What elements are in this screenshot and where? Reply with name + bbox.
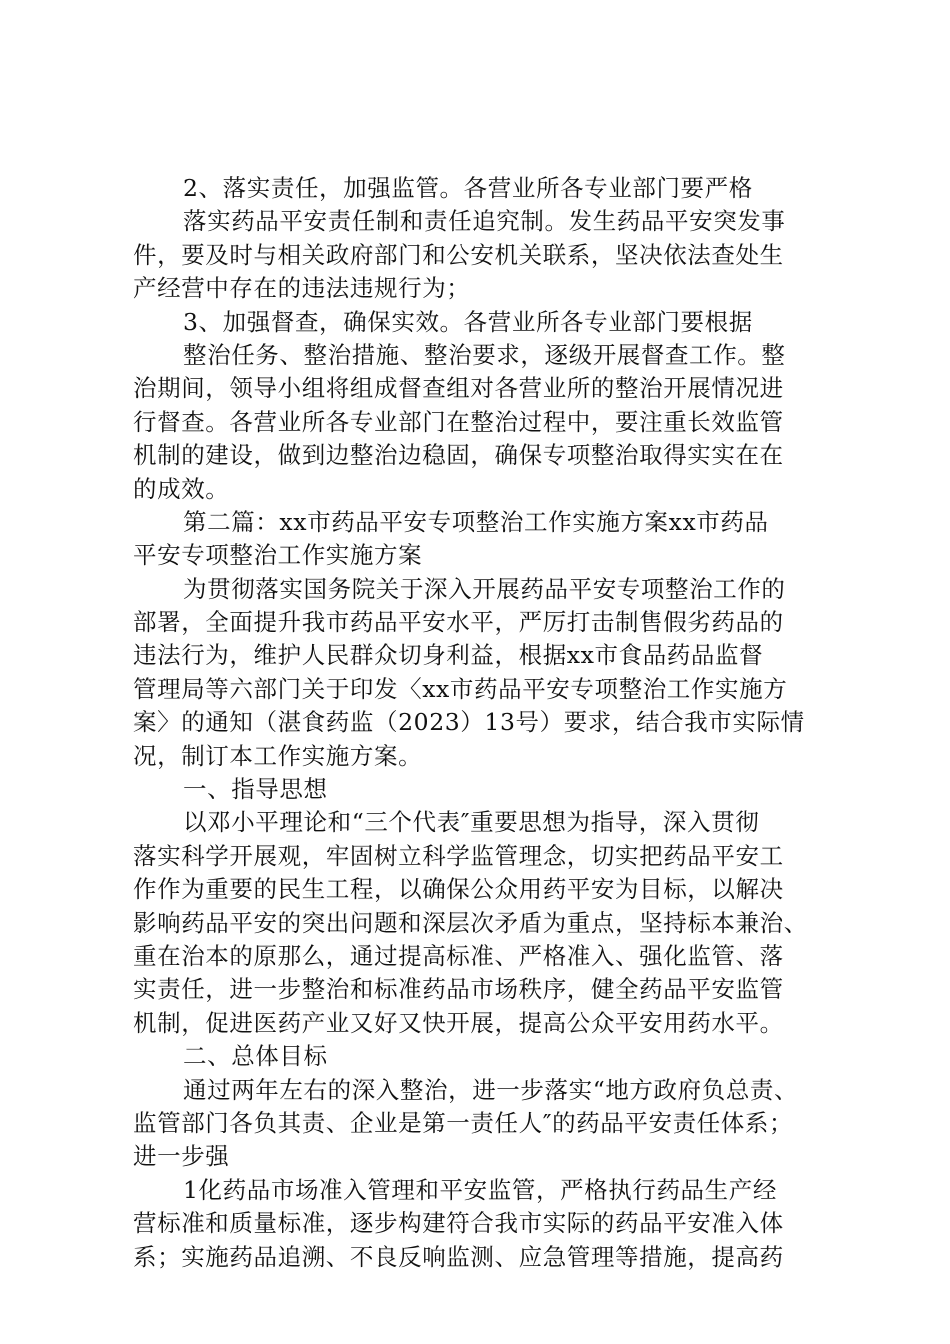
- text-line: 治期间，领导小组将组成督查组对各营业所的整治开展情况进: [133, 374, 784, 403]
- text-line: 落实药品平安责任制和责任追究制。发生药品平安突发事: [183, 207, 786, 236]
- text-line: 落实科学开展观，牢固树立科学监管理念，切实把药品平安工: [133, 841, 784, 870]
- text-line: 产经营中存在的违法违规行为；: [133, 274, 471, 303]
- text-line: 况，制订本工作实施方案。: [133, 741, 423, 770]
- text-line: 以邓小平理论和“三个代表″重要思想为指导，深入贯彻: [183, 808, 760, 837]
- text-line: 的成效。: [133, 474, 230, 503]
- text-line: 机制，促进医药产业又好又快开展，提高公众平安用药水平。: [133, 1008, 784, 1037]
- text-line: 案〉的通知（湛食药监（2023）13号）要求，结合我市实际情: [133, 708, 805, 737]
- text-line: 机制的建设，做到边整治边稳固，确保专项整治取得实实在在: [133, 441, 784, 470]
- text-line: 违法行为，维护人民群众切身利益，根据xx市食品药品监督: [133, 641, 764, 670]
- chapter-title-continued: 平安专项整治工作实施方案: [133, 541, 423, 570]
- text-line: 1化药品市场准入管理和平安监管，严格执行药品生产经: [183, 1175, 777, 1204]
- document-body: [133, 172, 833, 1274]
- text-line: 部署，全面提升我市药品平安水平，严厉打击制售假劣药品的: [133, 608, 784, 637]
- text-line: 为贯彻落实国务院关于深入开展药品平安专项整治工作的: [183, 574, 786, 603]
- text-line: 进一步强: [133, 1142, 230, 1171]
- text-line: 实责任，进一步整治和标准药品市场秩序，健全药品平安监管: [133, 975, 784, 1004]
- text-line: 行督查。各营业所各专业部门在整治过程中，要注重长效监管: [133, 407, 784, 436]
- text-line: 系；实施药品追溯、不良反响监测、应急管理等措施，提高药: [133, 1242, 784, 1271]
- text-line: 作作为重要的民生工程，以确保公众用药平安为目标，以解决: [133, 875, 784, 904]
- text-line: 营标准和质量标准，逐步构建符合我市实际的药品平安准入体: [133, 1209, 784, 1238]
- text-line: 影响药品平安的突出问题和深层次矛盾为重点，坚持标本兼治、: [133, 908, 808, 937]
- section-heading-overall-goal: 二、总体目标: [183, 1042, 328, 1071]
- text-line: 整治任务、整治措施、整治要求，逐级开展督查工作。整: [183, 340, 786, 369]
- text-line: 件，要及时与相关政府部门和公安机关联系，坚决依法查处生: [133, 240, 784, 269]
- text-line: 重在治本的原那么，通过提高标准、严格准入、强化监管、落: [133, 941, 784, 970]
- section-heading-guiding-thought: 一、指导思想: [183, 775, 328, 804]
- chapter-title: 第二篇：xx市药品平安专项整治工作实施方案xx市药品: [183, 507, 769, 536]
- text-line: 管理局等六部门关于印发〈xx市药品平安专项整治工作实施方: [133, 674, 788, 703]
- text-line: 监管部门各负其责、企业是第一责任人″的药品平安责任体系；: [133, 1108, 794, 1137]
- paragraph-heading-2: 2、落实责任，加强监管。各营业所各专业部门要严格: [183, 174, 753, 202]
- text-line: 通过两年左右的深入整治，进一步落实“地方政府负总责、: [183, 1075, 799, 1104]
- paragraph-heading-3: 3、加强督查，确保实效。各营业所各专业部门要根据: [183, 307, 753, 336]
